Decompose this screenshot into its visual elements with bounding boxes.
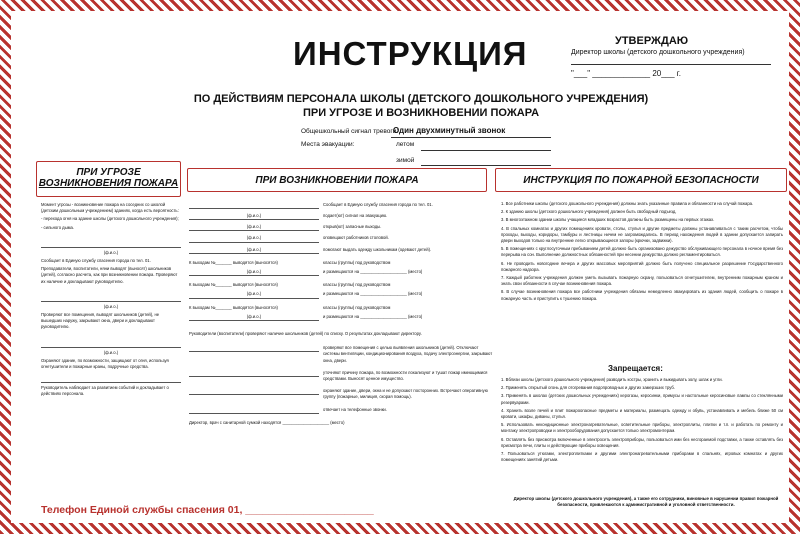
evacuation-summer-line: [421, 150, 551, 151]
fire-row-fio: (ф.и.о.): [189, 314, 319, 321]
threat-title-2: ВОЗНИКНОВЕНИЯ ПОЖАРА: [38, 178, 179, 189]
safety-item: 6. Не проводить новогодние вечера и других массовых мероприятий должно быть получено специальное разрешение Государственного пожарного надзора.: [501, 260, 783, 272]
fire-row-text: уточняют причину пожара, по возможности локализуют и тушат пожар имеющимися средствами. Выносят ценное имущество.: [323, 369, 488, 382]
safety-item: 7. Каждый работник учреждения должен уметь вызывать пожарную охрану, пользоваться огнетушителем, внутренним пожарным краном и знать свои обязанности в случае возникновения пожара.: [501, 275, 783, 287]
threat-paragraph: Охраняют здание, по возможности, защищают от огня, используя огнетушители и пожарные краны, подручные средства.: [41, 357, 169, 370]
fire-row-fio: (ф.и.о.): [189, 291, 319, 298]
forbidden-item: 2. Применять открытый огонь для отогревания водопроводных и других замерзших труб.: [501, 385, 675, 391]
fire-row: [189, 282, 493, 288]
fire-header: [187, 168, 487, 192]
fire-row-exit: К выходам №_______ выводятся (выносятся): [189, 304, 278, 310]
fire-row: [189, 407, 493, 414]
fire-row-line: [189, 407, 319, 414]
emergency-phone: Телефон Единой службы спасения 01, ______________________: [41, 504, 374, 516]
fire-row: [189, 213, 493, 220]
threat-paragraph: Руководитель наблюдает за развитием событий и докладывает о действиях персонала.: [41, 385, 169, 397]
evacuation-label: Места эвакуации:: [301, 141, 355, 148]
forbidden-item: 4. Хранить возле печей и плит пожароопасные предметы и материалы, размещать одежду и обувь, устанавливать и мебель ближе 50 см кровати, шкафы, диваны, стулья.: [501, 407, 783, 420]
fire-paragraph: Руководители (воспитатели) проверяют наличие школьников (детей) по списку. О результатах докладывают директору.: [189, 331, 422, 337]
fire-row-line: [189, 345, 319, 352]
threat-fill-line: [41, 233, 181, 248]
safety-item: 2. К зданию школы (детского дошкольного учреждения) должен быть свободный подъезд.: [501, 209, 677, 215]
threat-paragraph: Момент угрозы - возникновение пожара на соседних со школой (детским дошкольным учреждением) зданиях, когда есть вероятность:: [41, 202, 179, 214]
safety-title: ИНСТРУКЦИЯ ПО ПОЖАРНОЙ БЕЗОПАСНОСТИ: [523, 175, 759, 186]
fire-row-line: [189, 388, 319, 395]
approval-signature-line: [571, 64, 771, 65]
fire-row-text: открыв(ют) запасные выходы.: [323, 224, 382, 230]
fire-row-fio: (ф.и.о.): [189, 269, 319, 276]
poster-body: [11, 11, 789, 523]
fire-row-text: помогают выдать одежду школьникам (одевают детей).: [323, 246, 432, 252]
threat-title-1: ПРИ УГРОЗЕ: [76, 167, 141, 178]
fire-title: ПРИ ВОЗНИКНОВЕНИИ ПОЖАРА: [255, 175, 419, 186]
threat-paragraph: Проверяют все помещения, выводят школьников (детей), не вышедших наружу, закрывают окна, двери и докладывают руководителю.: [41, 312, 160, 330]
evacuation-winter-label: зимой: [396, 157, 415, 164]
threat-header: [36, 161, 181, 197]
fire-row: [189, 370, 493, 382]
fire-row-line: [189, 370, 319, 377]
forbidden-item: 7. Пользоваться утюгами, электроплитками и другими электронагревательными приборами в спальнях, игровых комнатах и других помещениях занятий детьми.: [501, 451, 783, 463]
evacuation-summer-label: летом: [396, 141, 415, 148]
fire-row: [189, 260, 493, 266]
fire-row: [189, 345, 493, 364]
fire-row-text: проверяют все помещения с целью выявления школьников (детей). Отключают системы вентиляции, кондиционирования воздуха, подачу электроэнергии, закрывают окна, двери.: [323, 345, 493, 363]
approval-date: "___" _____________ 20___ г.: [571, 69, 681, 78]
fire-row-line: [189, 202, 319, 209]
alarm-label: Общешкольный сигнал тревоги:: [301, 128, 399, 135]
fire-row-text: классы (группы) под руководством: [323, 304, 391, 310]
threat-fill-line: [41, 333, 181, 348]
page-title: ИНСТРУКЦИЯ: [293, 35, 528, 72]
threat-paragraph: Преподаватели, воспитатели, няни выводят (выносят) школьников (детей), согласно расчета, как при возникновении пожара. Проверяют их наличие и докладывают руководителю.: [41, 266, 178, 284]
fire-row-text: подает(ют) сигнал на эвакуацию.: [323, 213, 388, 218]
fire-row-text: отвечает на телефонные звонки.: [323, 406, 387, 412]
subtitle-1: ПО ДЕЙСТВИЯМ ПЕРСОНАЛА ШКОЛЫ (ДЕТСКОГО ДОШКОЛЬНОГО УЧРЕЖДЕНИЯ): [193, 93, 649, 105]
fire-row-exit: К выходам №_______ выводятся (выносятся): [189, 282, 278, 288]
fire-row-exit: К выходам №_______ выводятся (выносятся): [189, 259, 278, 265]
forbidden-item: 5. Использовать некондиционные электронагревательные, осветительные приборы, электроплиты, плитки и т.п. и работать по ремонту и монтажу электропроводки и электрооборудования допускается только электромонтерам.: [501, 422, 783, 434]
forbidden-item: 3. Применять в школах (детских дошкольных учреждениях) керогазы, керосинки, примусы и настольные керосиновые лампы со стеклянными резервуарами.: [501, 393, 783, 405]
evacuation-winter-line: [421, 165, 551, 166]
fire-row: [189, 224, 493, 231]
threat-fill-line: [41, 287, 181, 302]
subtitle-2: ПРИ УГРОЗЕ И ВОЗНИКНОВЕНИИ ПОЖАРА: [302, 107, 540, 119]
fire-row-text: классы (группы) под руководством: [323, 259, 391, 265]
forbidden-title: Запрещается:: [608, 364, 663, 373]
forbidden-list: [501, 377, 783, 493]
fire-row-text: и размещаются на ____________________ (место): [323, 269, 423, 275]
approval-title: УТВЕРЖДАЮ: [615, 35, 689, 47]
fire-row: [189, 235, 493, 242]
safety-item: 5. В помещениях с круглосуточным пребыванием детей должно быть организовано дежурство обслуживающего персонала в ночное время без перерыва на сон. Выполнение должностных обязанностей при несении дежурства должно регламентироваться.: [501, 246, 783, 258]
fire-row-text: и размещаются на ____________________ (место): [323, 313, 423, 319]
fire-row-text: классы (группы) под руководством: [323, 282, 391, 288]
fire-paragraph: Директор, врач с санитарной сумкой находятся ____________________ (место): [189, 419, 345, 425]
threat-paragraph: Сообщает в Единую службу спасения города по тел. 01.: [41, 258, 151, 264]
threat-fio: (ф.и.о.): [103, 249, 119, 255]
safety-item: 8. В случае возникновения пожара все работники учреждения обязаны немедленно эвакуировать из здания людей, сообщить о пожаре в пожарную часть и приступить к тушению пожара.: [501, 289, 783, 301]
fire-row-fio: (ф.и.о.): [189, 247, 319, 254]
fire-row-text: охраняют здание, двери, окна и не допускают посторонних. Встречают оперативную группу (пожарные, милиция, скорая помощь).: [323, 388, 488, 400]
safety-header: [495, 168, 787, 192]
fire-row-fio: (ф.и.о.): [189, 213, 319, 220]
forbidden-item: 6. Оставлять без присмотра включенные в электросеть электроприборы, пользоваться ими без несгораемой подставки, а также оставлять без присмотра печи, плиты и действующие приборы освещения.: [501, 436, 783, 448]
fire-row-fio: (ф.и.о.): [189, 224, 319, 231]
threat-paragraph: - перехода огня на здание школы (детского дошкольного учреждения);: [41, 216, 179, 222]
forbidden-item: 1. Вблизи школы (детского дошкольного учреждения) разводить костры, хранить и выкидывать золу, шлак и угли.: [501, 377, 723, 382]
responsibility-note: Директор школы (детского дошкольного учреждения), а также его сотрудники, виновные в нарушении правил пожарной безопасности, привлекаются к административной и уголовной ответственности.: [513, 496, 779, 508]
fire-row-text: оповещают работников столовой.: [323, 235, 389, 241]
threat-text: [41, 202, 181, 497]
safety-item: 3. В многоэтажном здании школы учащиеся младших возрастов должны быть размещены на первых этажах.: [501, 217, 715, 223]
alarm-line: [391, 137, 551, 138]
fire-row: [189, 388, 493, 400]
fire-row-fio: (ф.и.о.): [189, 235, 319, 242]
fire-row: [189, 305, 493, 311]
fire-row-text: и размещаются на ____________________ (место): [323, 291, 423, 297]
safety-item: 1. Все работники школы (детского дошкольного учреждения) должны знать указанные правила и обязанности на случай пожара.: [501, 201, 754, 206]
alarm-value: Один двухминутный звонок: [393, 126, 506, 135]
fire-text: [189, 202, 493, 502]
fire-row: [189, 269, 493, 276]
fire-row: [189, 291, 493, 298]
approval-director: Директор школы (детского дошкольного учреждения): [571, 49, 745, 56]
fire-row-text: Сообщает в Единую службу спасения города по тел. 01.: [323, 202, 433, 207]
threat-paragraph: - сильного дыма.: [41, 224, 75, 230]
threat-fio: (ф.и.о.): [103, 349, 119, 355]
fire-row: [189, 202, 493, 209]
threat-fio: (ф.и.о.): [103, 303, 119, 309]
fire-row: [189, 314, 493, 321]
safety-item: 4. В спальных комнатах и других помещениях кровати, столы, стулья и другие предметы должны устанавливаться с таким расчетом, чтобы проходы, выходы, коридоры, тамбуры и лестницы ничем не загромождались. В период нахождения людей в здании допускается запирать двери выходов только на внутренние легко открывающиеся запоры (крючки, задвижки).: [501, 225, 783, 244]
fire-row: [189, 247, 493, 254]
safety-list: [501, 201, 783, 361]
threat-fill-line: [41, 372, 181, 383]
